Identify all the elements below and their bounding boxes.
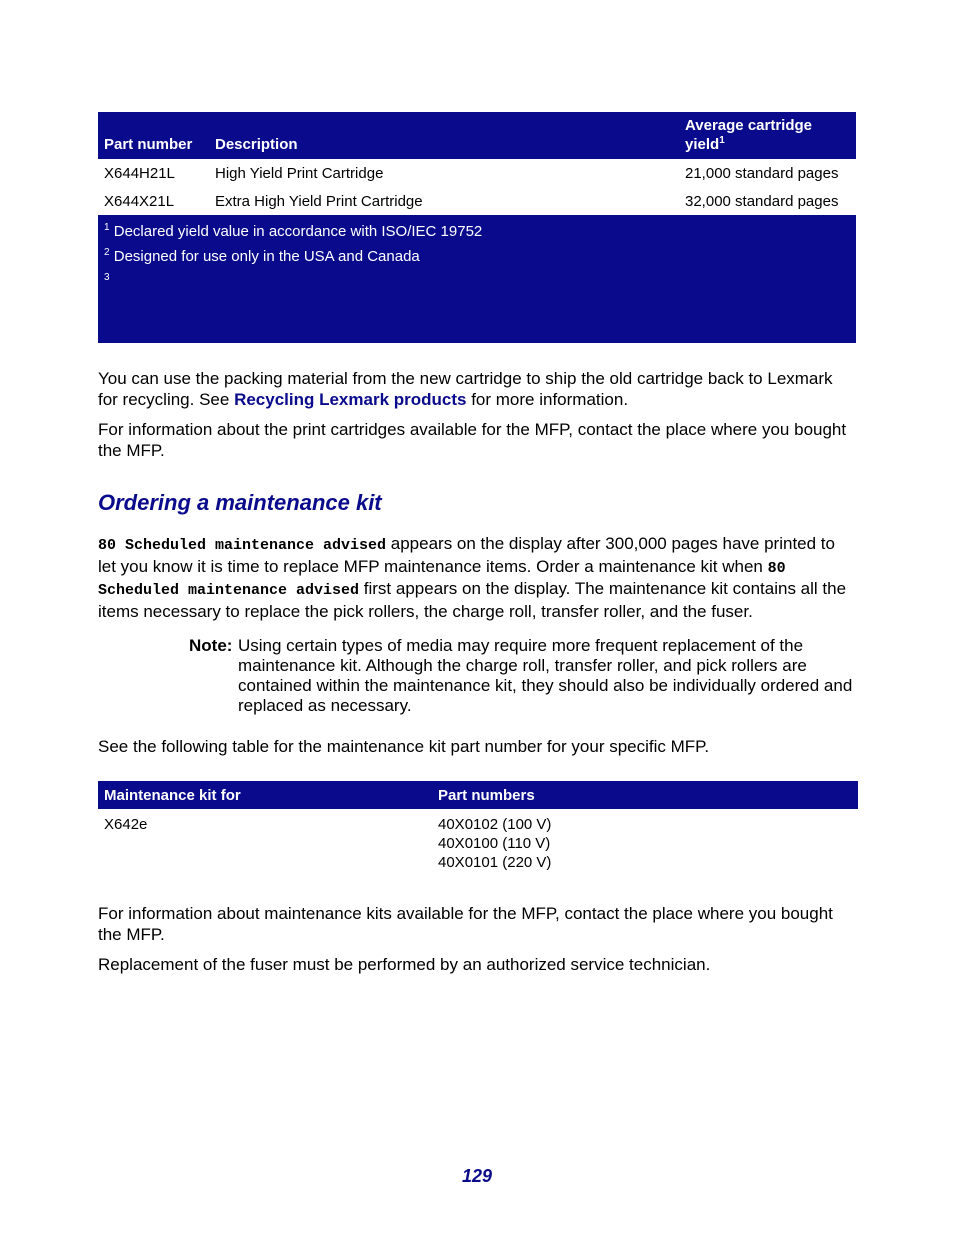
cell-part-numbers [432,809,858,878]
note-text: Using certain types of media may require more frequent replacement of the maintenance kit. Although the charge roll, transfer roller, and pick rollers are contained within the maintenance kit, they should also be individually ordered and replaced as necessary. [238,636,853,715]
note-block [189,636,855,716]
recycling-text-after: for more information. [466,389,629,409]
cell-description: High Yield Print Cartridge [215,164,384,182]
see-table-paragraph: See the following table for the maintenance kit part number for your specific MFP. [98,737,710,756]
recycling-link[interactable]: Recycling Lexmark products [234,389,467,409]
fuser-paragraph: Replacement of the fuser must be performed by an authorized service technician. [98,955,711,974]
header-yield-footnote-ref: 1 [719,135,725,146]
header-yield-line1: Average cartridge [685,117,813,134]
maintenance-text-2: first appears on the display. The maintenance kit contains all the items necessary to replace the pick rollers, the charge roll, transfer roller, and the fuser. [98,579,847,621]
note-label: Note: [189,636,233,655]
kit-table-header [98,781,858,809]
header-part-numbers: Part numbers [438,786,535,804]
table-row [98,809,858,878]
header-part-number: Part number [104,136,193,153]
recycling-text-before: You can use the packing material from the new cartridge to ship the old cartridge back to Lexmark for recycling. See [98,369,833,409]
kit-info-paragraph: For information about maintenance kits available for the MFP, contact the place where you bought the MFP. [98,904,833,944]
section-heading: Ordering a maintenance kit [98,490,382,515]
footnote [104,244,850,269]
footnote-number: 2 [104,247,110,258]
part-number: 40X0102 (100 V) [438,816,552,833]
footnote-number: 1 [104,222,110,233]
footnote [104,219,850,244]
table-footnotes [98,215,856,343]
footnote [104,269,850,294]
table-footnotes-row [98,215,856,343]
part-number: 40X0100 (110 V) [438,835,551,852]
table-row [98,187,856,215]
footnote-number: 3 [104,272,110,283]
recycling-paragraph [98,369,856,410]
cell-part-number: X644X21L [104,192,175,210]
part-number: 40X0101 (220 V) [438,854,552,871]
cartridge-table-header [98,112,856,159]
header-kit-for: Maintenance kit for [104,786,241,804]
maintenance-text-1: appears on the display after 300,000 pages have printed to let you know it is time to replace MFP maintenance items. Order a maintenance kit when [98,534,835,576]
footnote-text: Declared yield value in accordance with ISO/IEC 19752 [113,223,483,240]
header-description: Description [215,136,298,153]
cell-yield: 32,000 standard pages [685,192,839,210]
header-yield [679,112,856,159]
display-message-code: 80 Scheduled maintenance advised [98,559,786,599]
cell-model: X642e [104,816,148,833]
cartridge-table [98,112,856,343]
page-number: 129 [461,1166,493,1186]
maintenance-kit-table [98,781,858,878]
cell-description: Extra High Yield Print Cartridge [215,192,423,210]
table-row [98,159,856,187]
cartridge-info-paragraph: For information about the print cartridges available for the MFP, contact the place where you bought the MFP. [98,420,847,460]
cell-yield: 21,000 standard pages [685,164,839,182]
cell-part-number: X644H21L [104,164,175,182]
display-message-code: 80 Scheduled maintenance advised [98,537,387,554]
header-yield-line2: yield [685,136,720,153]
maintenance-paragraph [98,534,856,622]
footnote-text: Designed for use only in the USA and Canada [113,248,420,265]
